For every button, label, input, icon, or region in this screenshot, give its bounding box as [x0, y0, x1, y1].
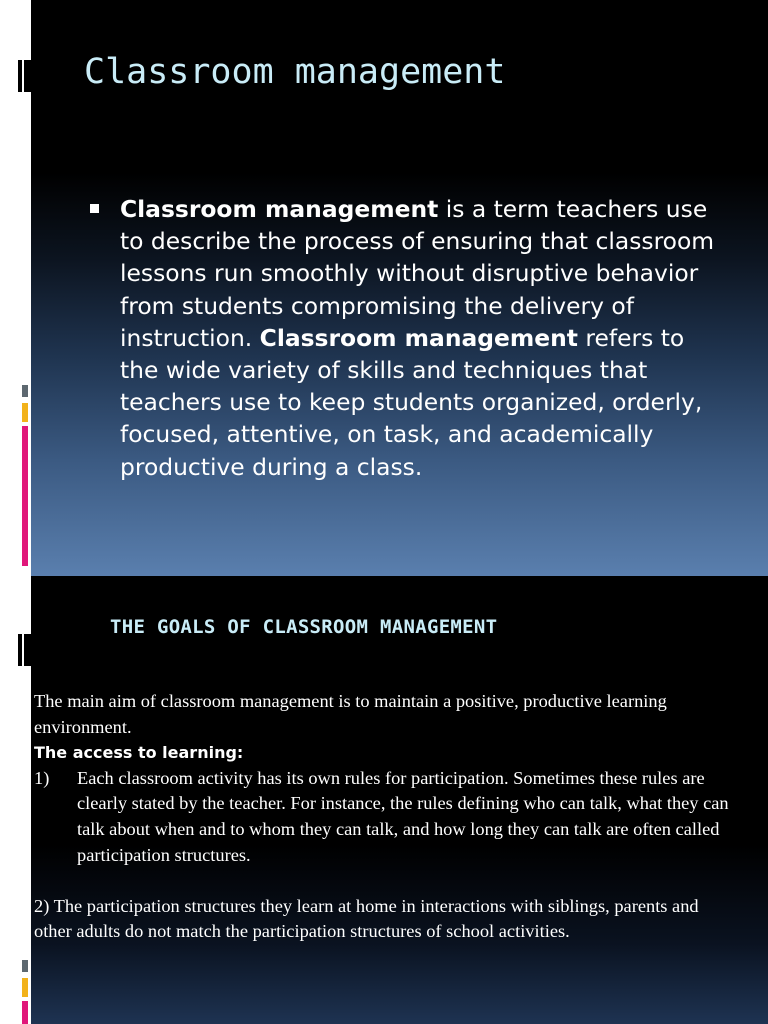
bullet-term-2: Classroom management: [259, 323, 578, 352]
paragraph-2: 2) The participation structures they learn at home in interactions with siblings, parents and other adults do not match the participation structures of school activities.: [34, 895, 699, 942]
accent-bar-yellow: [22, 978, 28, 997]
bullet-square-icon: [90, 204, 99, 213]
accent-bar-pink: [22, 426, 28, 566]
bullet-list: [90, 193, 730, 483]
accent-bar-pink: [22, 1001, 28, 1024]
bullet-text-2: refers to the wide variety of skills and techniques that teachers use to keep students organized, orderly, focused, attentive, on task, and academically productive during a class.: [120, 323, 703, 481]
accent-bar-yellow: [22, 403, 28, 422]
intro-paragraph: The main aim of classroom management is to maintain a positive, productive learning environment.: [34, 691, 667, 737]
bullet-paragraph: [120, 193, 730, 483]
bullet-term-1: Classroom management: [120, 195, 439, 223]
slide-2: [0, 576, 768, 1024]
section-heading: THE GOALS OF CLASSROOM MANAGEMENT: [110, 616, 498, 638]
spacer: [34, 868, 734, 894]
title-bar-glyph-icon: [18, 634, 32, 666]
access-label: The access to learning:: [34, 743, 244, 763]
list-item-text: Each classroom activity has its own rules for participation. Sometimes these rules are clearly stated by the teacher. For instance, the rules defining who can talk, what they can talk about when and to whom they can talk, and how long they can talk are often called participation structures.: [77, 767, 729, 865]
list-number: 1): [34, 767, 50, 788]
accent-bar-gray: [22, 385, 28, 397]
slide-title: Classroom management: [84, 52, 506, 92]
accent-bar-gray: [22, 960, 28, 972]
bullet-text-1: is a term teachers use to describe the process of ensuring that classroom lessons run smoothly without disruptive behavior from students compromising the delivery of instruction.: [120, 195, 715, 352]
slide-body: [34, 689, 734, 945]
list-item-1: [34, 766, 734, 868]
title-bar-glyph-icon: [18, 60, 32, 92]
